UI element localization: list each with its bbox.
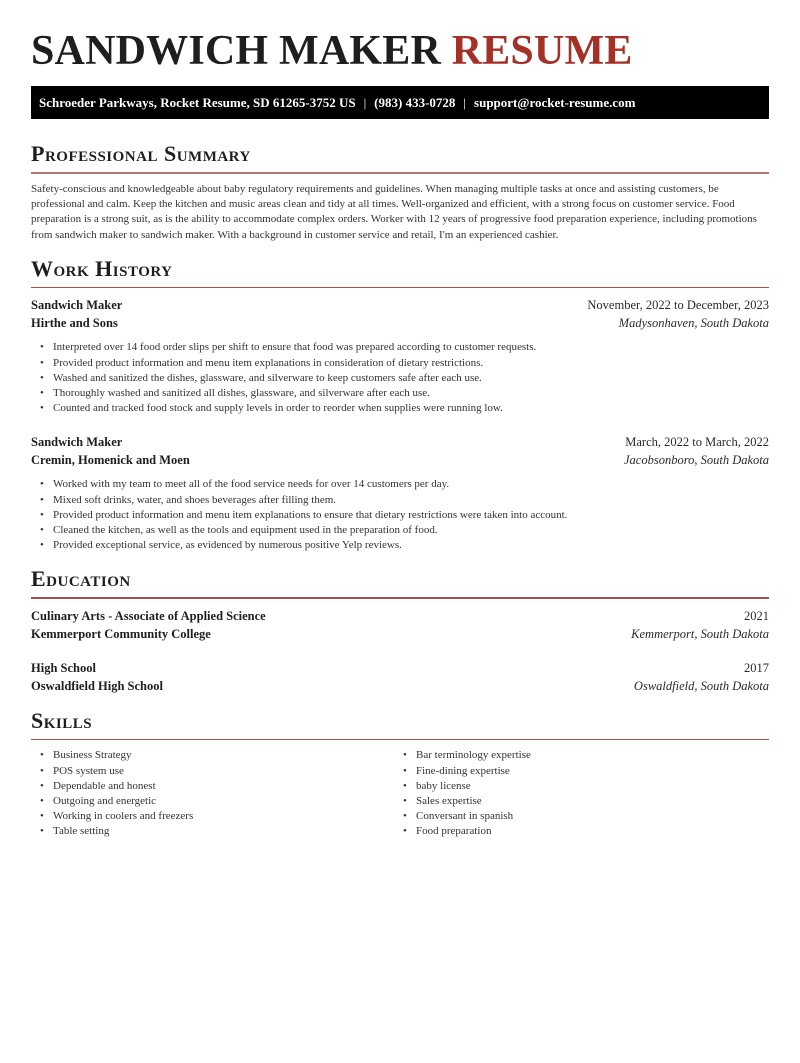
section-divider xyxy=(31,597,769,599)
education-degree: Culinary Arts - Associate of Applied Science xyxy=(31,608,266,623)
job-bullet: • Worked with my team to meet all of the food service needs for over 14 customers per day. xyxy=(40,477,769,492)
skill-item: • Table setting xyxy=(40,824,394,839)
job-title: Sandwich Maker xyxy=(31,298,123,313)
skill-item: • Outgoing and energetic xyxy=(40,794,394,809)
title-accent: RESUME xyxy=(451,28,633,74)
contact-bar xyxy=(31,86,769,119)
job-company-row xyxy=(31,451,769,469)
job-location: Jacobsonboro, South Dakota xyxy=(623,453,769,468)
skills-section xyxy=(31,708,769,840)
skills-grid xyxy=(31,748,769,839)
skills-list-right xyxy=(394,748,757,839)
skills-list-left xyxy=(31,748,394,839)
job-bullet: • Interpreted over 14 food order slips per shift to ensure that food was prepared according to customer requests. xyxy=(40,340,769,355)
education-year: 2021 xyxy=(744,608,769,623)
contact-address: Schroeder Parkways, Rocket Resume, SD 61265-3752 US xyxy=(39,94,356,110)
job-bullet: • Cleaned the kitchen, as well as the tools and equipment used in the preparation of food. xyxy=(40,523,769,538)
section-heading-education: Education xyxy=(31,566,131,592)
summary-text: Safety-conscious and knowledgeable about baby regulatory requirements and guidelines. When managing multiple tasks at once and assisting customers, be professional and calm. Keep the kitchen and music areas clean and tidy at all times. Well-organized and efficient, with a strong focus on customer service. Food preparation is a strong suit, as is the ability to accommodate complex orders. Worker with 12 years of progressive food preparation experience, including promotions from sandwich maker to sandwich maker. With a background in customer service and retail, I'm an experienced cashier. xyxy=(31,183,757,241)
section-heading-skills: Skills xyxy=(31,707,93,733)
job-dates: November, 2022 to December, 2023 xyxy=(587,298,769,313)
resume-title xyxy=(31,28,769,74)
job-bullet: • Counted and tracked food stock and supply levels in order to reorder when supplies were running low. xyxy=(40,401,769,416)
skill-item: • Dependable and honest xyxy=(40,779,394,794)
job-bullet: • Mixed soft drinks, water, and shoes beverages after filling them. xyxy=(40,493,769,508)
section-divider xyxy=(31,739,769,741)
skill-item: • Working in coolers and freezers xyxy=(40,809,394,824)
skill-item: • Sales expertise xyxy=(403,794,757,809)
work-history-section xyxy=(31,256,769,554)
job-location: Madysonhaven, South Dakota xyxy=(618,316,769,331)
job-company: Hirthe and Sons xyxy=(31,316,118,331)
education-school: Kemmerport Community College xyxy=(31,626,211,641)
skill-item: • Bar terminology expertise xyxy=(403,748,757,763)
job-bullet: • Washed and sanitized the dishes, glassware, and silverware to keep customers safe after each use. xyxy=(40,371,769,386)
education-degree-row xyxy=(31,659,769,677)
contact-separator: | xyxy=(363,94,367,110)
job-bullet: • Provided product information and menu item explanations in consideration of dietary restrictions. xyxy=(40,356,769,371)
education-school-row xyxy=(31,677,769,695)
education-entry xyxy=(31,607,769,643)
job-entry xyxy=(31,296,769,416)
skill-item: • Food preparation xyxy=(403,824,757,839)
education-location: Kemmerport, South Dakota xyxy=(631,626,769,641)
job-entry xyxy=(31,433,769,553)
contact-email: support@rocket-resume.com xyxy=(474,94,636,110)
contact-phone: (983) 433-0728 xyxy=(374,94,456,110)
job-company-row xyxy=(31,314,769,332)
job-header-row xyxy=(31,296,769,314)
education-section xyxy=(31,566,769,695)
section-divider xyxy=(31,287,769,289)
education-school-row xyxy=(31,625,769,643)
job-title: Sandwich Maker xyxy=(31,435,123,450)
education-location: Oswaldfield, South Dakota xyxy=(633,678,769,693)
section-heading-summary: Professional Summary xyxy=(31,141,251,166)
job-bullet: • Provided exceptional service, as evidenced by numerous positive Yelp reviews. xyxy=(40,538,769,553)
summary-section xyxy=(31,141,769,243)
job-bullets xyxy=(31,477,769,553)
skill-item: • baby license xyxy=(403,779,757,794)
job-bullet: • Thoroughly washed and sanitized all dishes, glassware, and silverware after each use. xyxy=(40,386,769,401)
skill-item: • Conversant in spanish xyxy=(403,809,757,824)
title-main: SANDWICH MAKER xyxy=(31,28,441,74)
skill-item: • POS system use xyxy=(40,764,394,779)
education-year: 2017 xyxy=(744,660,769,675)
section-divider xyxy=(31,172,769,174)
job-bullet: • Provided product information and menu item explanations to ensure that dietary restrictions were taken into account. xyxy=(40,508,769,523)
education-degree-row xyxy=(31,607,769,625)
section-heading-work-history: Work History xyxy=(31,255,173,281)
contact-separator: | xyxy=(463,94,467,110)
resume-page xyxy=(0,28,800,840)
education-entry xyxy=(31,659,769,695)
education-degree: High School xyxy=(31,660,96,675)
skill-item: • Business Strategy xyxy=(40,748,394,763)
job-bullets xyxy=(31,340,769,416)
skill-item: • Fine-dining expertise xyxy=(403,764,757,779)
job-company: Cremin, Homenick and Moen xyxy=(31,453,190,468)
job-header-row xyxy=(31,433,769,451)
education-school: Oswaldfield High School xyxy=(31,678,163,693)
job-dates: March, 2022 to March, 2022 xyxy=(625,435,769,450)
